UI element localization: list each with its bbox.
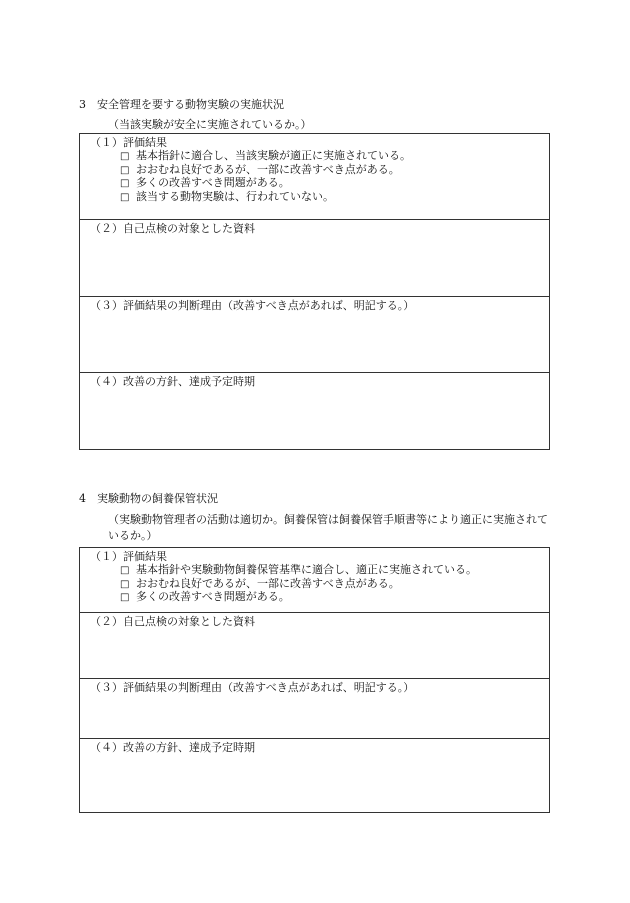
checkbox-icon[interactable]: □ [120, 191, 130, 203]
section-3-options [90, 150, 541, 204]
section-3-materials-label: （２）自己点検の対象とした資料 [90, 222, 255, 235]
section-3-option-2[interactable]: □ おおむね良好であるが、一部に改善すべき点がある。 [120, 162, 400, 176]
section-3-reason-label: （３）評価結果の判断理由（改善すべき点があれば、明記する。） [90, 299, 415, 312]
checkbox-icon[interactable]: □ [120, 164, 130, 176]
section-4-plan-label: （４）改善の方針、達成予定時期 [90, 741, 255, 754]
section-3-plan-cell[interactable] [80, 373, 550, 450]
section-3-reason-cell[interactable] [80, 297, 550, 373]
section-4-reason-cell[interactable] [80, 679, 550, 739]
section-4-plan-cell[interactable] [80, 739, 550, 813]
section-3-title: 3 安全管理を要する動物実験の実施状況 [79, 98, 284, 111]
section-3-result-cell [80, 134, 550, 220]
checkbox-icon[interactable]: □ [120, 178, 130, 189]
section-4-option-2[interactable]: □ おおむね良好であるが、一部に改善すべき点がある。 [120, 576, 400, 590]
section-3-plan-label: （４）改善の方針、達成予定時期 [90, 375, 255, 388]
section-3-form [79, 133, 550, 450]
section-3-note: （当該実験が安全に実施されているか。） [108, 118, 312, 131]
section-4-title: 4 実験動物の飼養保管状況 [79, 492, 218, 505]
section-3-result-heading: （１）評価結果 [90, 136, 167, 149]
section-4-materials-cell[interactable] [80, 613, 550, 679]
section-4-options [90, 564, 541, 605]
section-3-option-3[interactable]: □ 多くの改善すべき問題がある。 [120, 176, 290, 189]
section-4-option-1[interactable]: □ 基本指針や実験動物飼養保管基準に適合し、適正に実施されている。 [120, 563, 477, 576]
checkbox-icon[interactable]: □ [120, 565, 130, 576]
section-4-result-cell [80, 548, 550, 613]
section-4-materials-label: （２）自己点検の対象とした資料 [90, 615, 255, 628]
section-4-form [79, 547, 550, 813]
section-4-reason-label: （３）評価結果の判断理由（改善すべき点があれば、明記する。） [90, 681, 415, 694]
section-4-result-heading: （１）評価結果 [90, 550, 167, 563]
section-3-option-4[interactable]: □ 該当する動物実験は、行われていない。 [120, 189, 334, 203]
section-4-option-3[interactable]: □ 多くの改善すべき問題がある。 [120, 590, 290, 603]
section-4-note: （実験動物管理者の活動は適切か。飼養保管は飼養保管手順書等により適正に実施されているか。） [108, 513, 548, 542]
checkbox-icon[interactable]: □ [120, 592, 130, 603]
section-3-option-1[interactable]: □ 基本指針に適合し、当該実験が適正に実施されている。 [120, 149, 411, 162]
checkbox-icon[interactable]: □ [120, 578, 130, 590]
checkbox-icon[interactable]: □ [120, 151, 130, 162]
section-3-materials-cell[interactable] [80, 220, 550, 297]
